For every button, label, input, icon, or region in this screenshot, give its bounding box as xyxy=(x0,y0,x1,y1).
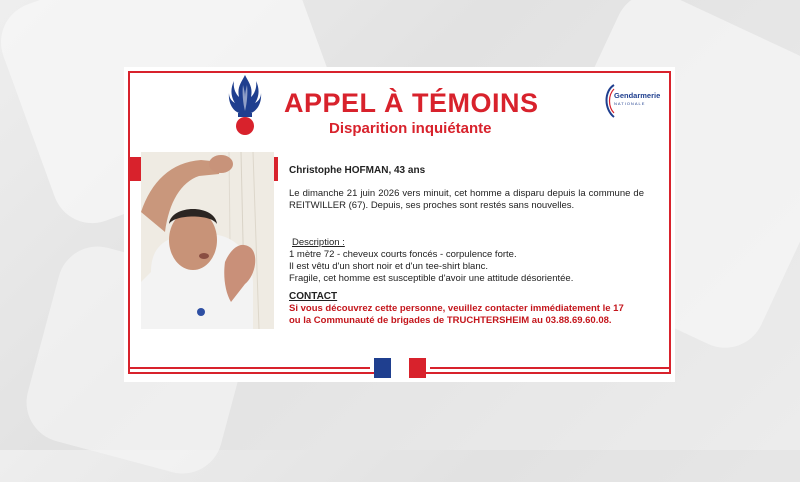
description-line: 1 mètre 72 - cheveux courts foncés - corpulence forte. xyxy=(289,249,517,260)
description-heading: Description : xyxy=(292,237,345,248)
logo-name: Gendarmerie xyxy=(614,91,661,100)
description-line: Il est vêtu d'un short noir et d'un tee-shirt blanc. xyxy=(289,261,489,272)
missing-person-photo xyxy=(141,152,274,329)
footer-rule xyxy=(430,367,671,369)
contact-heading: CONTACT xyxy=(289,291,338,302)
grenade-emblem-icon xyxy=(227,73,263,135)
footer-rule xyxy=(128,367,370,369)
witness-appeal-notice xyxy=(124,67,675,382)
marianne-flag-icon xyxy=(374,358,426,378)
logo-subtitle: NATIONALE xyxy=(614,101,646,106)
contact-line: Si vous découvrez cette personne, veuillez contacter immédiatement le 17 xyxy=(289,303,624,314)
page-subtitle: Disparition inquiétante xyxy=(329,120,492,137)
disappearance-paragraph: Le dimanche 21 juin 2026 vers minuit, cet homme a disparu depuis la commune de REITWILLER (67). Depuis, ses proches sont restés sans nouvelles. xyxy=(289,188,644,211)
person-name: Christophe HOFMAN, 43 ans xyxy=(289,165,426,176)
contact-line: ou la Communauté de brigades de TRUCHTERSHEIM au 03.88.69.60.08. xyxy=(289,315,612,326)
page-title: APPEL À TÉMOINS xyxy=(284,88,539,118)
description-line: Fragile, cet homme est susceptible d'avoir une attitude désorientée. xyxy=(289,273,574,284)
gendarmerie-logo xyxy=(602,81,661,121)
